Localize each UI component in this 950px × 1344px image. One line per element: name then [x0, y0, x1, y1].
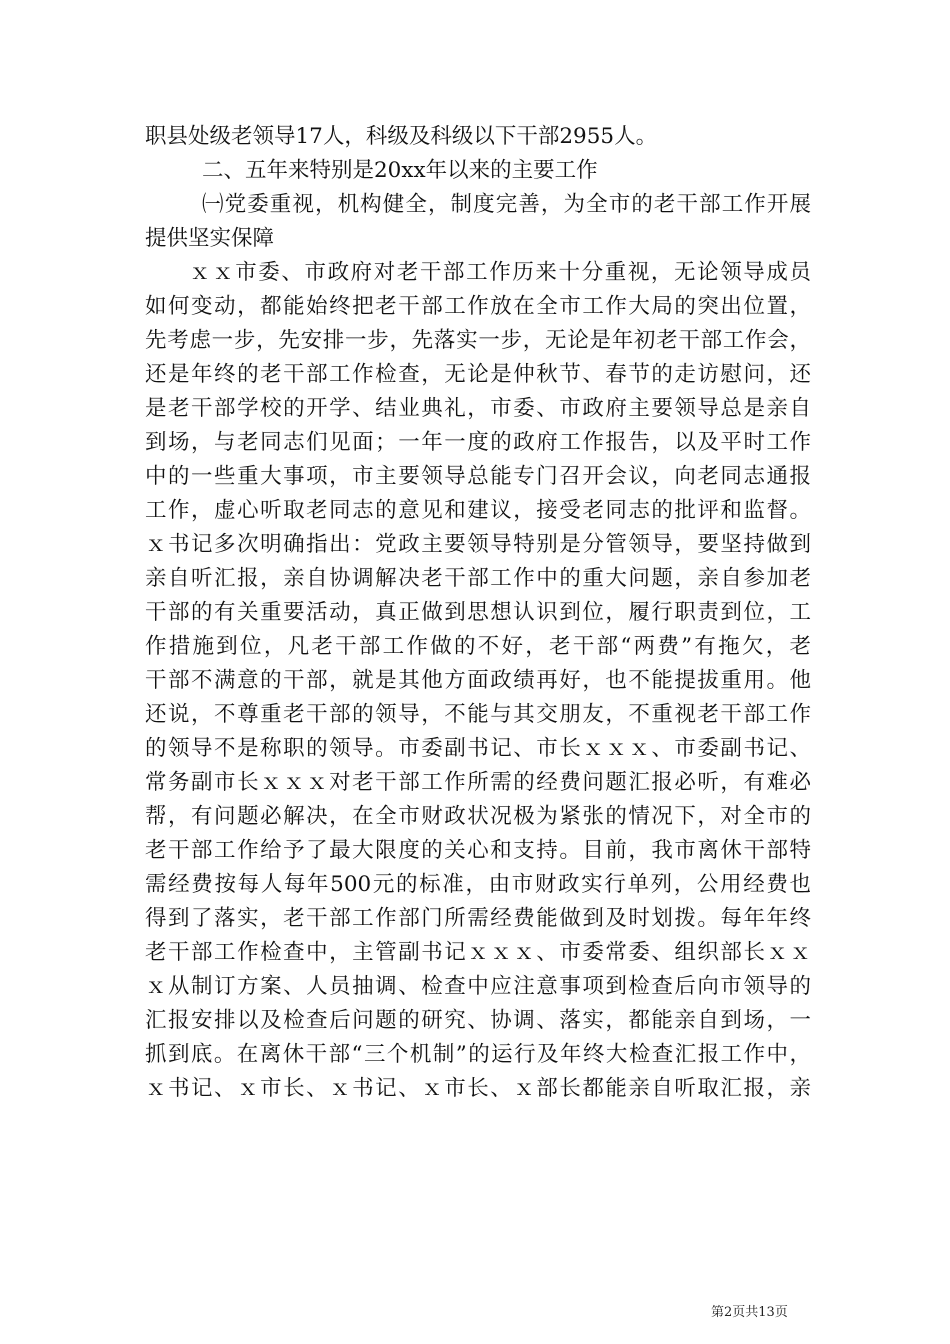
- paragraph-line: 作措施到位，凡老干部工作做的不好，老干部“两费”有拖欠，老: [145, 634, 811, 659]
- page-number: 第2页共13页: [711, 1305, 788, 1320]
- paragraph-line: 抓到底。在离休干部“三个机制”的运行及年终大检查汇报工作中，: [145, 1042, 811, 1067]
- paragraph-line: 亲自听汇报，亲自协调解决老干部工作中的重大问题，亲自参加老: [145, 566, 811, 591]
- continuation-line: 职县处级老领导17人，科级及科级以下干部2955人。: [145, 124, 658, 149]
- paragraph-line: 常务副市长ｘｘｘ对老干部工作所需的经费问题汇报必听，有难必: [145, 770, 811, 795]
- paragraph-line: 还说，不尊重老干部的领导，不能与其交朋友，不重视老干部工作: [145, 702, 811, 727]
- paragraph-line: ｘ书记多次明确指出：党政主要领导特别是分管领导，要坚持做到: [145, 532, 811, 557]
- paragraph-line: ｘ书记、ｘ市长、ｘ书记、ｘ市长、ｘ部长都能亲自听取汇报，亲: [145, 1076, 811, 1101]
- paragraph-line: ｘｘ市委、市政府对老干部工作历来十分重视，无论领导成员: [189, 260, 811, 285]
- paragraph-line: 先考虑一步，先安排一步，先落实一步，无论是年初老干部工作会，: [145, 328, 811, 353]
- body-paragraph: [145, 256, 811, 1106]
- paragraph-line: 汇报安排以及检查后问题的研究、协调、落实，都能亲自到场，一: [145, 1008, 811, 1033]
- subsection-heading-line-1: ㈠党委重视，机构健全，制度完善，为全市的老干部工作开展: [202, 192, 811, 217]
- paragraph-line: 帮，有问题必解决，在全市财政状况极为紧张的情况下，对全市的: [145, 804, 811, 829]
- paragraph-line: 老干部工作检查中，主管副书记ｘｘｘ、市委常委、组织部长ｘｘ: [145, 940, 811, 965]
- paragraph-line: 是老干部学校的开学、结业典礼，市委、市政府主要领导总是亲自: [145, 396, 811, 421]
- paragraph-line: 还是年终的老干部工作检查，无论是仲秋节、春节的走访慰问，还: [145, 362, 811, 387]
- paragraph-line: 干部不满意的干部，就是其他方面政绩再好，也不能提拔重用。他: [145, 668, 811, 693]
- paragraph-line: 如何变动，都能始终把老干部工作放在全市工作大局的突出位置，: [145, 294, 811, 319]
- paragraph-line: 老干部工作给予了最大限度的关心和支持。目前，我市离休干部特: [145, 838, 811, 863]
- section-heading: 二、五年来特别是20xx年以来的主要工作: [202, 158, 598, 183]
- paragraph-line: 干部的有关重要活动，真正做到思想认识到位，履行职责到位，工: [145, 600, 811, 625]
- paragraph-line: ｘ从制订方案、人员抽调、检查中应注意事项到检查后向市领导的: [145, 974, 811, 999]
- paragraph-line: 得到了落实，老干部工作部门所需经费能做到及时划拨。每年年终: [145, 906, 811, 931]
- paragraph-line: 需经费按每人每年500元的标准，由市财政实行单列，公用经费也: [145, 872, 811, 897]
- paragraph-line: 工作，虚心听取老同志的意见和建议，接受老同志的批评和监督。: [145, 498, 811, 523]
- paragraph-line: 中的一些重大事项，市主要领导总能专门召开会议，向老同志通报: [145, 464, 811, 489]
- subsection-heading-line-2: 提供坚实保障: [145, 226, 275, 251]
- paragraph-line: 的领导不是称职的领导。市委副书记、市长ｘｘｘ、市委副书记、: [145, 736, 811, 761]
- document-body: [145, 120, 811, 1106]
- paragraph-line: 到场，与老同志们见面；一年一度的政府工作报告，以及平时工作: [145, 430, 811, 455]
